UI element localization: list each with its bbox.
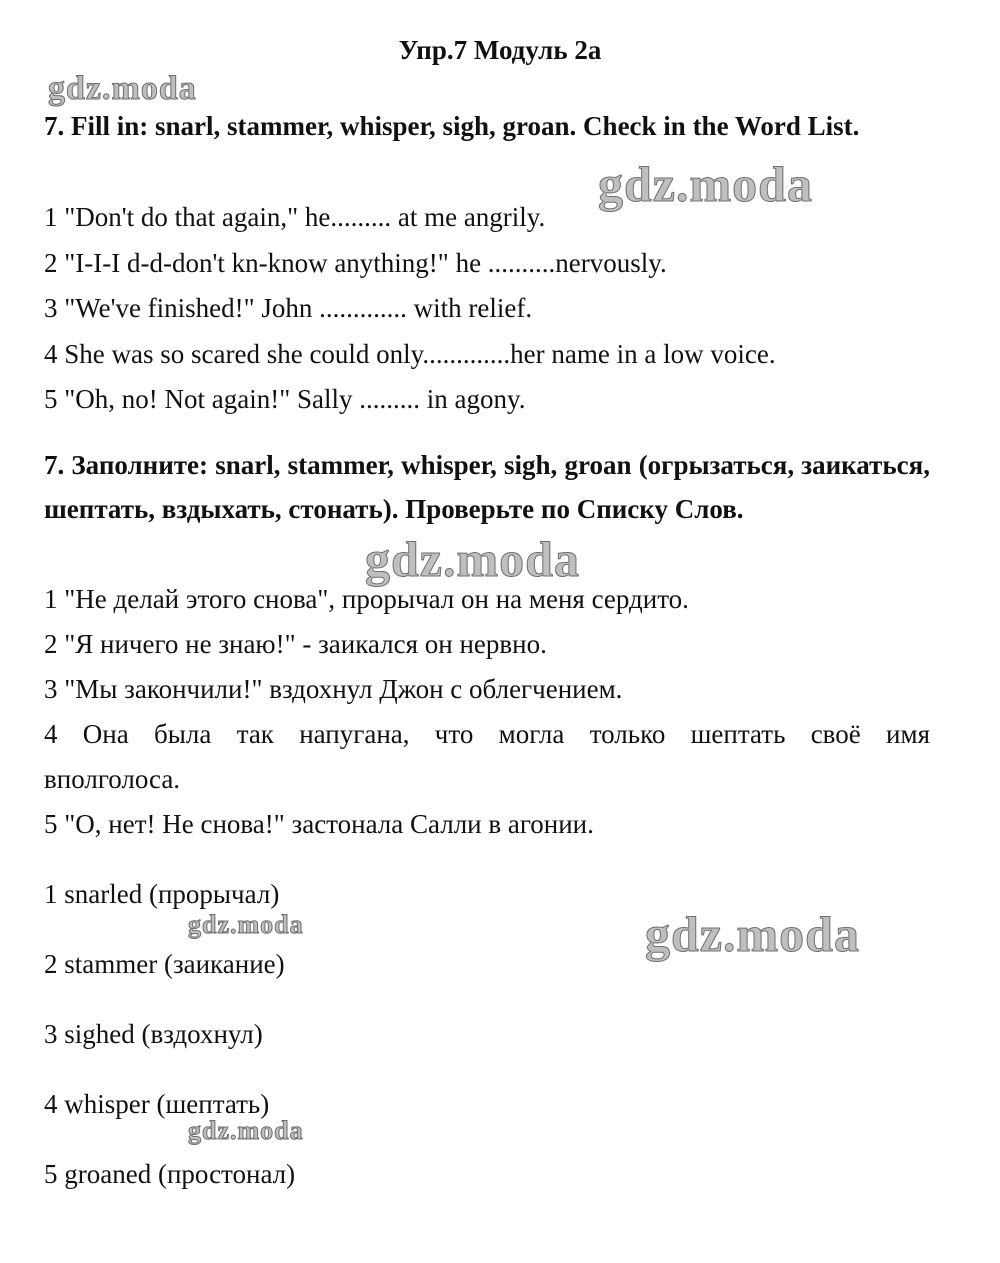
english-item-1: 1 "Don't do that again," he......... at me angrily.	[44, 202, 546, 232]
english-item-4: 4 She was so scared she could only.............her name in a low voice.	[44, 338, 776, 369]
russian-item-4-continued: вполголоса.	[44, 764, 181, 794]
page-title: Упр.7 Модуль 2а	[398, 35, 602, 65]
watermark-logo: gdz.moda	[645, 906, 860, 962]
russian-item-5: 5 "О, нет! Не снова!" застонала Салли в агонии.	[44, 809, 594, 839]
russian-item-3: 3 "Мы закончили!" вздохнул Джон с облегчением.	[44, 674, 623, 704]
answer-2: 2 stammer (заикание)	[44, 949, 285, 979]
watermark-logo: gdz.moda	[188, 910, 304, 939]
russian-item-1: 1 "Не делай этого снова", прорычал он на меня сердито.	[44, 584, 689, 614]
russian-item-2: 2 "Я ничего не знаю!" - заикался он нервно.	[44, 629, 547, 659]
answer-4: 4 whisper (шептать)	[44, 1089, 270, 1119]
watermark-logo: gdz.moda	[598, 156, 813, 212]
answer-3: 3 sighed (вздохнул)	[44, 1019, 263, 1049]
exercise-heading-english: 7. Fill in: snarl, stammer, whisper, sigh, groan. Check in the Word List.	[44, 111, 860, 141]
english-item-5: 5 "Oh, no! Not again!" Sally ......... in agony.	[44, 384, 526, 414]
russian-item-4: 4 Она была так напугана, что могла только шептать своё имя	[44, 719, 930, 749]
exercise-items-russian	[44, 577, 930, 847]
exercise-items-english	[44, 195, 930, 423]
answer-1: 1 snarled (прорычал)	[44, 879, 280, 909]
watermark-logo: gdz.moda	[188, 1116, 304, 1145]
watermark-logo: gdz.moda	[48, 70, 197, 107]
watermark-logo: gdz.moda	[365, 531, 580, 587]
exercise-heading-russian: 7. Заполните: snarl, stammer, whisper, sigh, groan (огрызаться, заикаться, шептать, вздыхать, стонать). Проверьте по Списку Слов.	[44, 450, 930, 524]
english-item-2: 2 "I-I-I d-d-don't kn-know anything!" he ..........nervously.	[44, 247, 667, 278]
english-item-3: 3 "We've finished!" John ............. with relief.	[44, 293, 533, 323]
answer-5: 5 groaned (простонал)	[44, 1159, 296, 1189]
